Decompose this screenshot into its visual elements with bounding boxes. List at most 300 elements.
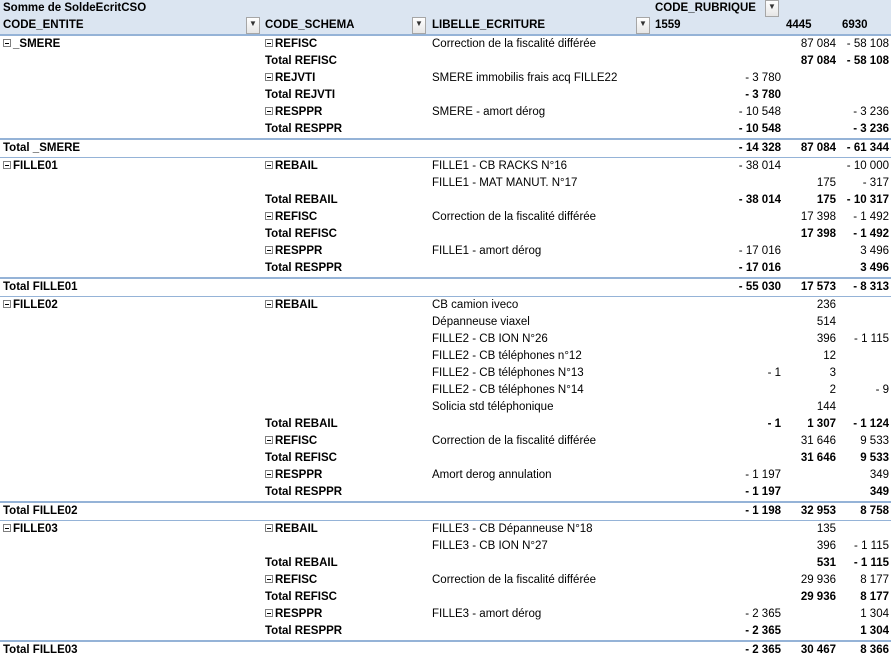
schema-total-label	[265, 53, 337, 70]
value-6930-text: - 9	[875, 384, 889, 396]
value-6930-text: 8 177	[860, 591, 889, 603]
libelle-cell	[432, 175, 577, 192]
value-4445-text: 396	[816, 333, 836, 345]
schema-total-label-text: Total REFISC	[265, 55, 337, 67]
value-6930	[860, 589, 889, 606]
libelle-cell	[432, 158, 567, 175]
libelle-cell	[432, 70, 617, 87]
value-1559	[739, 121, 781, 138]
libelle-cell	[432, 572, 596, 589]
value-6930-text: - 58 108	[846, 38, 889, 50]
schema-cell-text: RESPPR	[275, 608, 323, 620]
value-4445	[801, 433, 836, 450]
value-1559	[739, 140, 781, 157]
value-6930	[860, 606, 889, 623]
table-row	[0, 314, 891, 331]
schema-total-label-text: Total REBAIL	[265, 557, 338, 569]
value-1559-text: - 1	[767, 418, 781, 430]
collapse-minus-icon[interactable]	[265, 436, 273, 444]
collapse-minus-icon[interactable]	[3, 300, 11, 308]
value-4445	[801, 503, 836, 520]
value-1559-text: - 3 780	[745, 72, 781, 84]
value-6930	[853, 279, 889, 296]
collapse-minus-icon[interactable]	[265, 524, 273, 532]
value-6930-text: - 58 108	[846, 55, 889, 67]
libelle-cell	[432, 297, 518, 314]
value-4445	[830, 365, 836, 382]
value-6930	[860, 623, 889, 640]
collapse-minus-icon[interactable]	[265, 73, 273, 81]
value-6930	[860, 572, 889, 589]
libelle-cell-text: FILLE3 - CB Dépanneuse N°18	[432, 523, 593, 535]
value-6930	[860, 243, 889, 260]
value-6930-text: - 1 115	[854, 333, 889, 345]
schema-cell[interactable]	[265, 572, 317, 589]
libelle-cell	[432, 209, 596, 226]
value-4445	[817, 399, 836, 416]
value-4445-text: 236	[816, 299, 836, 311]
schema-total-label	[265, 87, 335, 104]
entity-total-row	[0, 502, 891, 520]
collapse-minus-icon[interactable]	[265, 39, 273, 47]
table-row	[0, 572, 891, 589]
schema-total-label-text: Total REFISC	[265, 228, 337, 240]
schema-total-label	[265, 484, 342, 501]
entity-total-row	[0, 641, 891, 659]
value-4445-text: 30 467	[800, 644, 836, 656]
value-4445	[817, 192, 836, 209]
table-row	[0, 365, 891, 382]
value-6930	[847, 158, 889, 175]
value-6930-text: - 1 124	[853, 418, 889, 430]
table-row	[0, 433, 891, 450]
value-4445-text: 17 398	[800, 211, 836, 223]
entity-cell-text: _SMERE	[13, 38, 61, 50]
schema-cell-text: RESPPR	[275, 106, 323, 118]
value-1559-text: - 55 030	[738, 281, 781, 293]
value-1559-text: - 14 328	[738, 142, 781, 154]
value-6930	[876, 382, 889, 399]
entity-cell-text: FILLE03	[13, 523, 58, 535]
schema-cell[interactable]	[265, 158, 318, 175]
value-1559-text: - 10 548	[738, 123, 781, 135]
collapse-minus-icon[interactable]	[265, 575, 273, 583]
value-4445-text: 175	[816, 194, 836, 206]
entity-total-label	[3, 503, 78, 520]
value-1559	[745, 642, 781, 659]
value-1559-text: - 2 365	[745, 625, 781, 637]
value-4445	[801, 450, 836, 467]
schema-total-label-text: Total REJVTI	[265, 89, 336, 101]
filter-dropdown-icon[interactable]: ▼	[765, 0, 779, 17]
value-1559	[739, 158, 781, 175]
value-4445-text: 12	[823, 350, 836, 362]
value-4445	[817, 175, 836, 192]
entity-cell-text: FILLE01	[13, 160, 58, 172]
value-1559	[745, 623, 781, 640]
value-6930	[854, 331, 889, 348]
value-1559-text: - 1 197	[745, 469, 781, 481]
schema-cell[interactable]	[265, 243, 322, 260]
libelle-cell-text: Correction de la fiscalité différée	[432, 435, 597, 447]
collapse-minus-icon[interactable]	[3, 524, 11, 532]
value-1559	[745, 503, 781, 520]
libelle-cell-text: Dépanneuse viaxel	[432, 316, 530, 328]
entite-dropdown-icon[interactable]: ▼	[246, 17, 260, 34]
value-6930-text: - 317	[862, 177, 889, 189]
table-row	[0, 104, 891, 121]
schema-cell[interactable]	[265, 433, 317, 450]
value-1559	[768, 416, 781, 433]
value-6930	[860, 433, 889, 450]
libelle-cell-text: FILLE2 - CB ION N°26	[432, 333, 548, 345]
collapse-minus-icon[interactable]	[265, 212, 273, 220]
col-header-4445: 4445	[786, 19, 812, 31]
value-6930-text: 1 304	[860, 608, 889, 620]
value-6930	[854, 538, 889, 555]
table-row	[0, 243, 891, 260]
entity-cell[interactable]	[3, 36, 60, 53]
collapse-minus-icon[interactable]	[265, 161, 273, 169]
schema-total-row	[0, 589, 891, 606]
table-row	[0, 467, 891, 484]
value-6930	[863, 175, 889, 192]
table-row	[0, 606, 891, 623]
schema-total-label-text: Total REBAIL	[265, 418, 338, 430]
libelle-cell	[432, 399, 553, 416]
value-6930	[853, 416, 889, 433]
value-6930	[860, 642, 889, 659]
libelle-dropdown-icon[interactable]: ▼	[636, 17, 650, 34]
pivot-body	[0, 35, 891, 659]
schema-cell[interactable]	[265, 521, 318, 538]
value-1559-text: - 38 014	[738, 160, 781, 172]
value-6930-text: 9 533	[860, 452, 889, 464]
pivot-header-row-1	[0, 0, 891, 17]
value-6930-text: - 3 236	[853, 106, 889, 118]
collapse-minus-icon[interactable]	[265, 470, 273, 478]
value-4445-text: 32 953	[800, 505, 836, 517]
schema-total-label	[265, 226, 337, 243]
libelle-cell	[432, 36, 596, 53]
value-1559	[745, 87, 781, 104]
libelle-cell	[432, 365, 584, 382]
value-1559-text: - 1	[767, 367, 781, 379]
value-6930-text: 1 304	[860, 625, 889, 637]
value-6930-text: - 1 492	[853, 228, 889, 240]
schema-total-label	[265, 121, 342, 138]
schema-cell[interactable]	[265, 297, 318, 314]
table-row	[0, 209, 891, 226]
value-1559	[739, 192, 781, 209]
value-6930	[853, 226, 889, 243]
schema-total-label-text: Total RESPPR	[265, 123, 343, 135]
value-6930-text: 3 496	[860, 245, 889, 257]
value-4445	[807, 416, 836, 433]
value-6930-text: 8 366	[860, 644, 889, 656]
entity-total-label	[3, 140, 80, 157]
value-1559	[745, 467, 781, 484]
schema-cell-text: RESPPR	[275, 245, 323, 257]
entity-cell[interactable]	[3, 158, 58, 175]
value-4445	[817, 297, 836, 314]
collapse-minus-icon[interactable]	[3, 39, 11, 47]
libelle-cell-text: FILLE3 - amort dérog	[432, 608, 542, 620]
libelle-cell-text: FILLE1 - amort dérog	[432, 245, 542, 257]
col-header-entite[interactable]: CODE_ENTITE	[3, 19, 84, 31]
value-4445	[801, 140, 836, 157]
value-6930	[853, 104, 889, 121]
value-6930-text: - 3 236	[853, 123, 889, 135]
schema-cell-text: REBAIL	[275, 299, 318, 311]
value-6930	[853, 209, 889, 226]
schema-total-row	[0, 121, 891, 139]
schema-total-label	[265, 416, 338, 433]
collapse-minus-icon[interactable]	[265, 246, 273, 254]
value-6930-text: 9 533	[860, 435, 889, 447]
col-header-libelle[interactable]: LIBELLE_ECRITURE	[432, 19, 546, 31]
value-1559-text: - 3 780	[745, 89, 781, 101]
value-4445-text: 29 936	[800, 591, 836, 603]
value-4445	[801, 589, 836, 606]
libelle-cell	[432, 521, 593, 538]
value-4445	[801, 36, 836, 53]
entity-total-label-text: Total FILLE02	[3, 505, 78, 517]
value-4445	[817, 331, 836, 348]
entity-total-row	[0, 278, 891, 296]
table-row	[0, 70, 891, 87]
value-1559-text: - 10 548	[738, 106, 781, 118]
table-row	[0, 538, 891, 555]
libelle-cell-text: FILLE1 - CB RACKS N°16	[432, 160, 567, 172]
schema-total-row	[0, 192, 891, 209]
value-4445-text: 144	[816, 401, 836, 413]
value-6930	[870, 484, 889, 501]
libelle-cell	[432, 348, 582, 365]
value-1559	[768, 365, 781, 382]
value-4445-text: 31 646	[800, 435, 836, 447]
libelle-cell-text: Correction de la fiscalité différée	[432, 38, 597, 50]
value-6930	[847, 192, 889, 209]
value-6930	[860, 260, 889, 277]
value-4445-text: 31 646	[800, 452, 836, 464]
schema-total-row	[0, 555, 891, 572]
value-4445-text: 29 936	[800, 574, 836, 586]
collapse-minus-icon[interactable]	[265, 107, 273, 115]
value-4445-text: 175	[816, 177, 836, 189]
value-6930	[847, 140, 889, 157]
schema-cell-text: REBAIL	[275, 523, 318, 535]
entity-total-label-text: Total _SMERE	[3, 142, 81, 154]
table-row	[0, 399, 891, 416]
value-4445-text: 3	[829, 367, 836, 379]
value-6930	[847, 36, 889, 53]
value-1559	[745, 484, 781, 501]
value-6930	[860, 503, 889, 520]
schema-total-label-text: Total RESPPR	[265, 262, 343, 274]
libelle-cell	[432, 382, 584, 399]
entity-cell[interactable]	[3, 297, 58, 314]
entity-cell[interactable]	[3, 521, 58, 538]
schema-total-row	[0, 623, 891, 641]
value-6930	[860, 450, 889, 467]
value-1559	[739, 104, 781, 121]
table-row	[0, 35, 891, 53]
value-6930-text: - 10 000	[846, 160, 889, 172]
schema-cell[interactable]	[265, 70, 315, 87]
libelle-cell-text: FILLE2 - CB téléphones N°14	[432, 384, 584, 396]
col-header-schema[interactable]: CODE_SCHEMA	[265, 19, 355, 31]
schema-dropdown-icon[interactable]: ▼	[412, 17, 426, 34]
value-4445	[801, 209, 836, 226]
table-row	[0, 348, 891, 365]
value-4445-text: 514	[816, 316, 836, 328]
value-1559	[745, 606, 781, 623]
schema-cell[interactable]	[265, 104, 322, 121]
value-1559	[739, 243, 781, 260]
value-1559-text: - 17 016	[738, 262, 781, 274]
schema-cell-text: REFISC	[275, 38, 318, 50]
libelle-cell	[432, 538, 548, 555]
value-4445	[801, 279, 836, 296]
col-header-6930: 6930	[842, 19, 868, 31]
value-4445	[801, 53, 836, 70]
libelle-cell	[432, 433, 596, 450]
table-row	[0, 296, 891, 314]
measure-label: Somme de SoldeEcritCSO	[3, 2, 147, 14]
column-field-label[interactable]: CODE_RUBRIQUE	[655, 2, 756, 14]
schema-cell-text: REFISC	[275, 435, 318, 447]
schema-cell[interactable]	[265, 209, 317, 226]
collapse-minus-icon[interactable]	[265, 300, 273, 308]
schema-total-label-text: Total RESPPR	[265, 486, 343, 498]
schema-cell[interactable]	[265, 36, 317, 53]
entity-total-row	[0, 139, 891, 157]
schema-total-label-text: Total RESPPR	[265, 625, 343, 637]
value-4445	[817, 555, 836, 572]
value-1559	[745, 70, 781, 87]
value-6930	[854, 555, 889, 572]
value-6930-text: 8 177	[860, 574, 889, 586]
collapse-minus-icon[interactable]	[265, 609, 273, 617]
schema-cell-text: REFISC	[275, 574, 318, 586]
value-1559-text: - 38 014	[738, 194, 781, 206]
schema-total-row	[0, 87, 891, 104]
libelle-cell	[432, 606, 541, 623]
libelle-cell-text: Correction de la fiscalité différée	[432, 211, 597, 223]
schema-total-label	[265, 555, 338, 572]
table-row	[0, 382, 891, 399]
schema-cell-text: REBAIL	[275, 160, 318, 172]
col-header-1559: 1559	[655, 19, 681, 31]
libelle-cell	[432, 314, 530, 331]
value-4445-text: 87 084	[800, 38, 836, 50]
schema-total-label	[265, 450, 337, 467]
value-4445-text: 135	[816, 523, 836, 535]
libelle-cell-text: FILLE3 - CB ION N°27	[432, 540, 548, 552]
value-6930-text: - 61 344	[846, 142, 889, 154]
value-4445	[817, 538, 836, 555]
schema-total-label-text: Total REFISC	[265, 591, 337, 603]
schema-cell[interactable]	[265, 467, 322, 484]
value-4445	[817, 521, 836, 538]
value-1559	[739, 260, 781, 277]
libelle-cell	[432, 331, 548, 348]
libelle-cell-text: Correction de la fiscalité différée	[432, 574, 597, 586]
value-4445	[817, 314, 836, 331]
schema-total-row	[0, 450, 891, 467]
schema-total-row	[0, 226, 891, 243]
value-4445	[801, 572, 836, 589]
value-4445	[801, 642, 836, 659]
value-6930	[853, 121, 889, 138]
value-6930-text: 349	[869, 469, 889, 481]
table-row	[0, 175, 891, 192]
value-6930-text: 8 758	[860, 505, 889, 517]
libelle-cell	[432, 104, 545, 121]
libelle-cell-text: SMERE - amort dérog	[432, 106, 546, 118]
schema-cell-text: REJVTI	[275, 72, 316, 84]
value-6930-text: - 1 492	[853, 211, 889, 223]
libelle-cell	[432, 467, 552, 484]
schema-total-label	[265, 260, 342, 277]
libelle-cell-text: FILLE2 - CB téléphones n°12	[432, 350, 582, 362]
table-row	[0, 331, 891, 348]
entity-total-label	[3, 642, 78, 659]
value-4445-text: 17 398	[800, 228, 836, 240]
value-4445-text: 2	[829, 384, 836, 396]
schema-total-row	[0, 484, 891, 502]
pivot-header-row-2	[0, 17, 891, 35]
value-1559	[739, 279, 781, 296]
schema-cell[interactable]	[265, 606, 322, 623]
value-4445	[801, 226, 836, 243]
value-4445-text: 87 084	[800, 142, 836, 154]
libelle-cell	[432, 243, 541, 260]
value-4445-text: 396	[816, 540, 836, 552]
schema-total-row	[0, 416, 891, 433]
collapse-minus-icon[interactable]	[3, 161, 11, 169]
libelle-cell-text: FILLE1 - MAT MANUT. N°17	[432, 177, 578, 189]
entity-cell-text: FILLE02	[13, 299, 58, 311]
libelle-cell-text: CB camion iveco	[432, 299, 519, 311]
value-1559-text: - 1 197	[745, 486, 781, 498]
libelle-cell-text: FILLE2 - CB téléphones N°13	[432, 367, 584, 379]
value-4445-text: 17 573	[800, 281, 836, 293]
schema-total-label	[265, 192, 338, 209]
value-4445-text: 87 084	[800, 55, 836, 67]
value-4445	[823, 348, 836, 365]
value-1559-text: - 2 365	[745, 644, 781, 656]
value-4445	[830, 382, 836, 399]
schema-total-row	[0, 260, 891, 278]
schema-cell-text: REFISC	[275, 211, 318, 223]
value-6930-text: - 1 115	[854, 540, 889, 552]
value-1559-text: - 2 365	[745, 608, 781, 620]
schema-total-label-text: Total REFISC	[265, 452, 337, 464]
schema-total-label	[265, 589, 337, 606]
schema-cell-text: RESPPR	[275, 469, 323, 481]
schema-total-row	[0, 53, 891, 70]
value-6930-text: 349	[869, 486, 889, 498]
table-row	[0, 520, 891, 538]
value-6930-text: 3 496	[860, 262, 889, 274]
schema-total-label	[265, 623, 342, 640]
value-6930	[847, 53, 889, 70]
entity-total-label	[3, 279, 78, 296]
libelle-cell-text: SMERE immobilis frais acq FILLE22	[432, 72, 618, 84]
value-1559-text: - 17 016	[738, 245, 781, 257]
